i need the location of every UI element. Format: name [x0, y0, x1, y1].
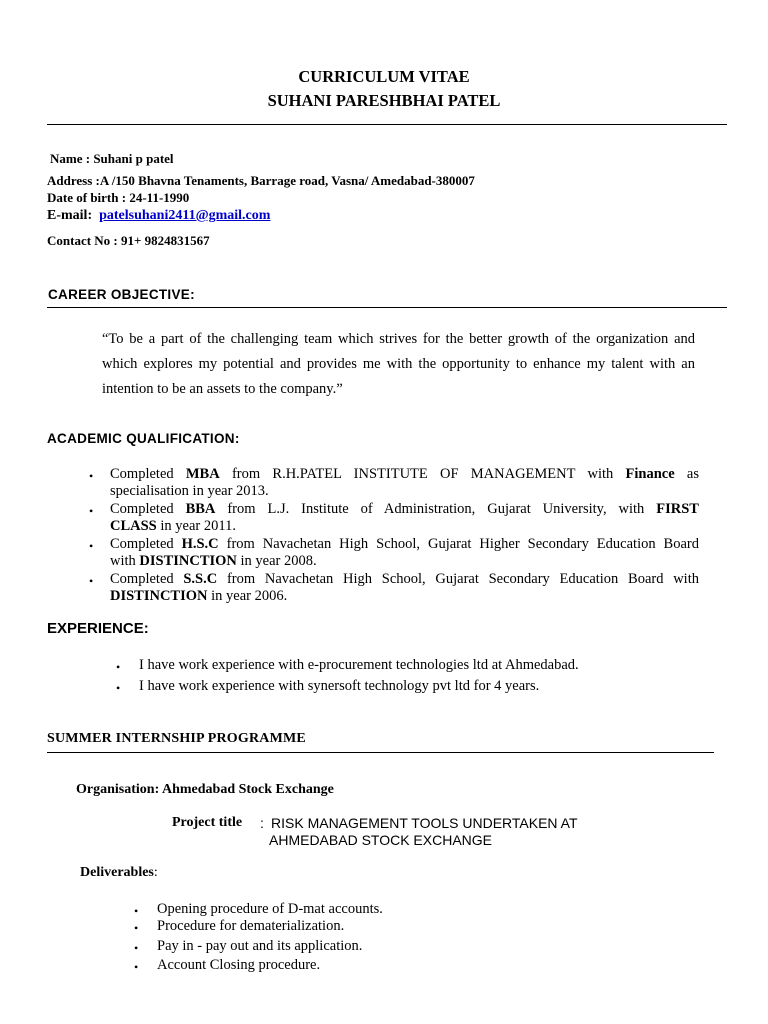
internship-heading: SUMMER INTERNSHIP PROGRAMME	[47, 731, 306, 746]
email-label: E-mail:	[47, 208, 93, 223]
bullet-icon: •	[116, 681, 121, 695]
bullet-icon: •	[116, 660, 121, 674]
experience-item-1: I have work experience with e-procurement technologies ltd at Ahmedabad.	[139, 657, 579, 673]
organisation-value: Ahmedabad Stock Exchange	[161, 782, 334, 797]
project-title-label: Project title	[172, 815, 243, 830]
career-line-3: intention to be an assets to the company.”	[102, 381, 343, 397]
bullet-icon: •	[89, 469, 94, 483]
career-line-1: “To be a part of the challenging team which strives for the better growth of the organization and	[102, 331, 695, 347]
address-line	[47, 173, 475, 189]
academic-item-1-line-1: Completed MBA from R.H.PATEL INSTITUTE OF MANAGEMENT with Finance as	[110, 466, 699, 482]
contact-label: Contact No :	[47, 233, 118, 248]
deliverables-label: Deliverables	[80, 865, 154, 880]
deliverable-item-4: Account Closing procedure.	[157, 957, 321, 973]
project-title-line-2: AHMEDABAD STOCK EXCHANGE	[269, 832, 493, 848]
dob-line	[47, 190, 189, 206]
academic-heading: ACADEMIC QUALIFICATION:	[47, 431, 240, 446]
academic-item-2-line-1: Completed BBA from L.J. Institute of Administration, Gujarat University, with FIRST	[110, 501, 699, 517]
name-line	[50, 151, 174, 167]
career-objective-heading: CAREER OBJECTIVE:	[48, 287, 195, 302]
experience-heading: EXPERIENCE:	[47, 620, 149, 637]
deliverables-heading	[80, 865, 158, 881]
contact-value: 91+ 9824831567	[121, 233, 210, 248]
internship-divider	[47, 752, 714, 753]
contact-line	[47, 233, 210, 249]
cv-title: CURRICULUM VITAE	[298, 67, 470, 86]
address-value: A /150 Bhavna Tenaments, Barrage road, Vasna/ Amedabad-380007	[99, 173, 475, 188]
academic-item-3-line-1: Completed H.S.C from Navachetan High School, Gujarat Higher Secondary Education Board	[110, 536, 699, 552]
header-divider	[47, 124, 727, 125]
bullet-icon: •	[89, 574, 94, 588]
bullet-icon: •	[89, 504, 94, 518]
organisation-label: Organisation:	[76, 782, 160, 797]
organisation-line	[76, 782, 334, 798]
career-line-2: which explores my potential and provides me with the opportunity to enhance my talent with an	[102, 356, 695, 372]
bullet-icon: •	[134, 941, 139, 955]
academic-item-2-line-2: CLASS in year 2011.	[110, 518, 236, 534]
bullet-icon: •	[134, 960, 139, 974]
deliverable-item-1: Opening procedure of D-mat accounts.	[157, 901, 383, 917]
email-line	[47, 208, 270, 224]
academic-item-1-line-2: specialisation in year 2013.	[110, 483, 269, 499]
experience-item-2: I have work experience with synersoft technology pvt ltd for 4 years.	[139, 678, 540, 694]
candidate-name-heading: SUHANI PARESHBHAI PATEL	[267, 91, 501, 110]
bullet-icon: •	[134, 904, 139, 918]
bullet-icon: •	[134, 921, 139, 935]
academic-item-4-line-1: Completed S.S.C from Navachetan High School, Gujarat Secondary Education Board with	[110, 571, 699, 587]
address-label: Address :	[47, 173, 100, 188]
name-label: Name :	[50, 151, 91, 166]
project-title-separator: :	[260, 815, 264, 831]
career-divider	[47, 307, 727, 308]
deliverables-colon: :	[153, 865, 158, 880]
dob-value: 24-11-1990	[129, 190, 190, 205]
name-value: Suhani p patel	[93, 151, 174, 166]
academic-item-4-line-2: DISTINCTION in year 2006.	[110, 588, 288, 604]
deliverable-item-2: Procedure for dematerialization.	[157, 918, 345, 934]
email-link[interactable]: patelsuhani2411@gmail.com	[99, 208, 271, 223]
dob-label: Date of birth :	[47, 190, 127, 205]
project-title-line-1: RISK MANAGEMENT TOOLS UNDERTAKEN AT	[271, 815, 578, 831]
academic-item-3-line-2: with DISTINCTION in year 2008.	[110, 553, 317, 569]
bullet-icon: •	[89, 539, 94, 553]
deliverable-item-3: Pay in - pay out and its application.	[157, 938, 363, 954]
